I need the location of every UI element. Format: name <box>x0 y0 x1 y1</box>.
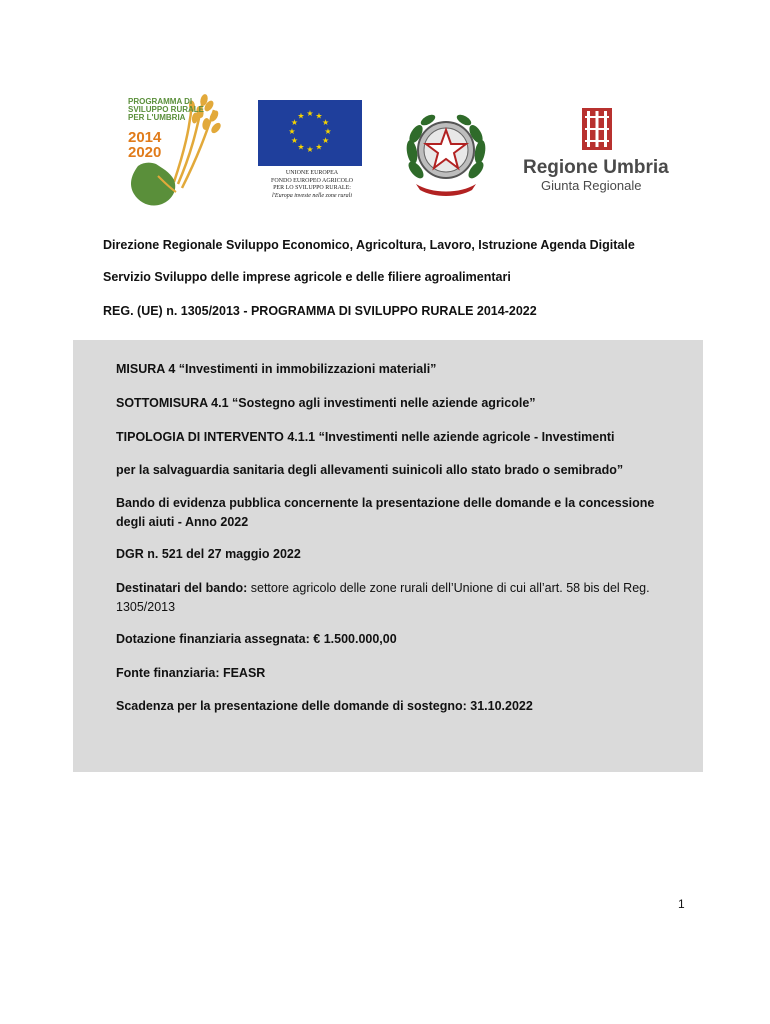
eu-caption-line3: PER LO SVILUPPO RURALE: <box>273 185 351 191</box>
svg-text:★: ★ <box>290 136 298 145</box>
eu-feasr-logo <box>254 100 370 206</box>
svg-text:★: ★ <box>306 109 314 118</box>
eu-caption-line1: UNIONE EUROPEA <box>285 170 339 176</box>
destinatari-text: settore agricolo delle zone rurali dell’Unione di cui all’art. 58 bis del Reg. 1305/2013 <box>116 581 650 614</box>
psr-line2: SVILUPPO RURALE <box>128 105 205 114</box>
svg-text:★: ★ <box>315 111 323 121</box>
eu-caption-line2: FONDO EUROPEO AGRICOLO <box>270 177 353 184</box>
fonte-line: Fonte finanziaria: FEASR <box>116 666 266 680</box>
tipologia-line: TIPOLOGIA DI INTERVENTO 4.1.1 “Investimenti nelle aziende agricole - Investimenti <box>116 430 615 444</box>
svg-text:★: ★ <box>290 118 298 127</box>
svg-text:★: ★ <box>297 142 305 152</box>
dgr-line: DGR n. 521 del 27 maggio 2022 <box>116 547 301 561</box>
misura-label: MISURA <box>116 362 165 376</box>
direzione-heading: Direzione Regionale Sviluppo Economico, Agricoltura, Lavoro, Istruzione Agenda Digitale <box>103 238 635 252</box>
svg-text:★: ★ <box>324 127 332 136</box>
svg-text:★: ★ <box>306 145 314 154</box>
svg-text:★: ★ <box>315 142 323 152</box>
destinatari-paragraph <box>116 579 676 617</box>
regulation-heading: REG. (UE) n. 1305/2013 - PROGRAMMA DI SVILUPPO RURALE 2014-2022 <box>103 304 537 318</box>
psr-years <box>128 130 161 160</box>
eu-caption-line4: l'Europa investe nelle zone rurali <box>271 192 353 199</box>
misura-text: 4 “Investimenti in immobilizzazioni materiali” <box>164 362 437 376</box>
misura-line <box>116 360 436 379</box>
servizio-heading: Servizio Sviluppo delle imprese agricole e delle filiere agroalimentari <box>103 270 511 284</box>
scadenza-line: Scadenza per la presentazione delle domande di sostegno: 31.10.2022 <box>116 699 533 713</box>
svg-text:★: ★ <box>297 111 305 121</box>
psr-year-start: 2014 <box>128 129 162 146</box>
umbria-banner-icon <box>582 108 612 150</box>
dotazione-line: Dotazione finanziaria assegnata: € 1.500.000,00 <box>116 632 397 646</box>
bando-paragraph: Bando di evidenza pubblica concernente la presentazione delle domande e la concessione degli aiuti - Anno 2022 <box>116 496 655 529</box>
page-number: 1 <box>678 897 685 911</box>
regione-umbria-logo <box>520 108 675 196</box>
tipologia-continuation: per la salvaguardia sanitaria degli allevamenti suinicoli allo stato brado o semibrado” <box>116 463 624 477</box>
psr-line1: PROGRAMMA DI <box>128 97 193 106</box>
psr-umbria-logo <box>118 92 226 212</box>
regione-subtitle: Giunta Regionale <box>541 178 642 193</box>
svg-text:★: ★ <box>322 118 330 127</box>
svg-text:★: ★ <box>322 136 330 145</box>
destinatari-label: Destinatari del bando: <box>116 581 248 595</box>
regione-name: Regione Umbria <box>523 157 669 178</box>
sottomisura-line: SOTTOMISURA 4.1 “Sostegno agli investimenti nelle aziende agricole” <box>116 396 536 410</box>
eu-caption <box>254 170 370 200</box>
psr-year-end: 2020 <box>128 144 162 161</box>
psr-line3: PER L'UMBRIA <box>128 113 186 122</box>
eu-flag-icon <box>258 100 362 166</box>
psr-title <box>128 98 204 122</box>
emblem-of-italy-icon <box>402 106 490 196</box>
svg-text:★: ★ <box>288 127 296 136</box>
